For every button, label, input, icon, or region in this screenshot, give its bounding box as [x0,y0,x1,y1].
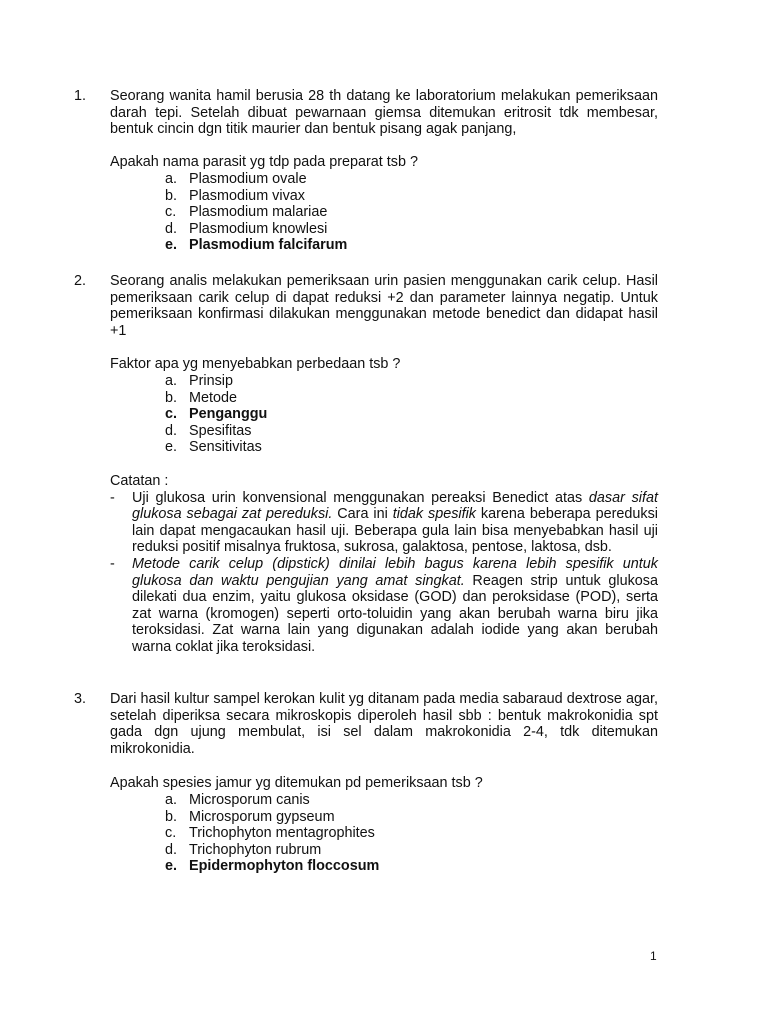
answer-option: e. Sensitivitas [165,439,262,456]
page-number: 1 [650,949,657,963]
answer-option: a. Plasmodium ovale [165,171,307,187]
notes-section [110,473,658,656]
answer-option: c. Trichophyton mentagrophites [165,825,375,842]
answer-option: b. Metode [165,389,237,406]
question-number: 3. [74,691,87,707]
answer-option-correct: c. Penganggu [165,406,268,423]
question-number: 1. [74,88,87,104]
question-stem-text: Seorang wanita hamil berusia 28 th datang ke laboratorium melakukan pemeriksaan darah tepi. Setelah dibuat pewarnaan giemsa ditemukan eritrosit tdk membesar, bentuk cincin dgn titik maurier dan bentuk pisang agak panjang, [110,88,658,138]
note-item: - Metode carik celup (dipstick) dinilai lebih bagus karena lebih spesifik untuk glukosa dan waktu pengujian yang amat singkat. Reagen strip untuk glukosa dilekati dua enzim, yaitu glukosa oksidase (GOD) dan peroksidase (POD), serta zat warna (kromogen) seperti orto-toluidin yang akan berubah warna biru jika teroksidasi. Zat warna lain yang digunakan adalah iodide yang akan berubah warna coklat jika teroksidasi. [110,555,658,655]
question-stem [110,691,658,757]
question-number: 2. [74,273,87,289]
question-prompt: Apakah nama parasit yg tdp pada preparat tsb ? [110,154,419,170]
question-stem [110,273,658,339]
answer-option: d. Spesifitas [165,422,252,439]
answer-options [165,792,379,875]
answer-option: b. Plasmodium vivax [165,187,305,204]
answer-option-correct: e. Plasmodium falcifarum [165,237,348,254]
answer-option-correct: e. Epidermophyton floccosum [165,858,380,875]
answer-options [165,373,267,456]
answer-option: d. Trichophyton rubrum [165,841,322,858]
answer-option: a. Microsporum canis [165,792,310,808]
answer-option: d. Plasmodium knowlesi [165,220,328,237]
question-stem-text: Seorang analis melakukan pemeriksaan urin pasien menggunakan carik celup. Hasil pemeriksaan carik celup di dapat reduksi +2 dan parameter lainnya negatip. Untuk pemeriksaan konfirmasi dilakukan menggunakan metode benedict dan didapat hasil +1 [110,273,658,339]
notes-title: Catatan : [110,473,169,489]
question-stem [110,88,658,138]
question-prompt: Apakah spesies jamur yg ditemukan pd pemeriksaan tsb ? [110,775,483,791]
answer-option: c. Plasmodium malariae [165,204,328,221]
question-stem-text: Dari hasil kultur sampel kerokan kulit yg ditanam pada media sabaraud dextrose agar, setelah diperiksa secara mikroskopis diperoleh hasil sbb : bentuk makrokonidia spt gada dgn ujung membulat, isi sel dalam makrokonidia 2-4, tdk ditemukan mikrokonidia. [110,691,658,757]
answer-option: a. Prinsip [165,373,233,389]
answer-option: b. Microsporum gypseum [165,808,335,825]
note-item: - Uji glukosa urin konvensional menggunakan pereaksi Benedict atas dasar sifat glukosa sebagai zat pereduksi. Cara ini tidak spesifik karena beberapa pereduksi lain dapat mengacaukan hasil uji. Beberapa gula lain bisa menyebabkan hasil uji reduksi positif misalnya fruktosa, sukrosa, galaktosa, pentose, laktosa, dsb. [110,489,659,556]
answer-options [165,171,347,254]
question-prompt: Faktor apa yg menyebabkan perbedaan tsb ? [110,356,401,372]
